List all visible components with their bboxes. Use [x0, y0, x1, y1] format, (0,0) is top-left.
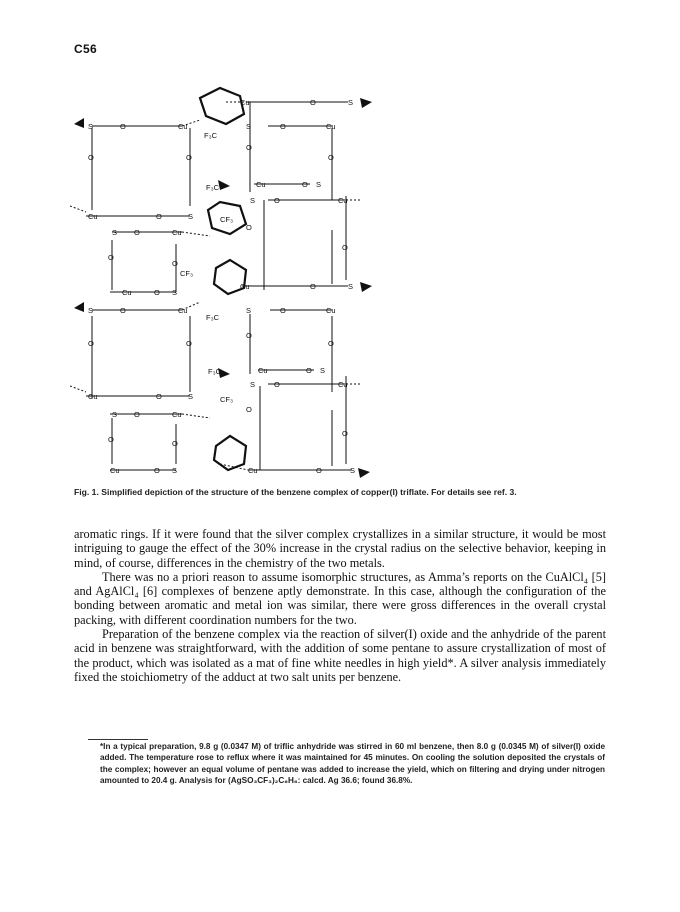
atom-o: O — [186, 153, 192, 162]
atom-s: S — [348, 282, 354, 291]
atom-o: O — [120, 122, 126, 131]
atom-o: O — [310, 282, 316, 291]
label-f3c: F₃C — [208, 367, 222, 376]
atom-o: O — [246, 331, 252, 340]
paragraph: aromatic rings. If it were found that the silver complex crystallizes in a similar structure, it would be most intriguing to gauge the effect of the 30% increase in the crystal radius on the selective behavior, keeping in mind, of course, differences in the chemistry of the two metals. — [74, 527, 606, 570]
atom-cu: Cu — [122, 288, 132, 297]
atom-o: O — [156, 212, 162, 221]
atom-o: O — [302, 180, 308, 189]
body-text — [74, 527, 606, 684]
atom-o: O — [274, 380, 280, 389]
atom-cu: Cu — [88, 392, 98, 401]
atom-cu: Cu — [110, 466, 120, 475]
atom-s: S — [320, 366, 326, 375]
atom-s: S — [112, 410, 118, 419]
structure-figure — [70, 80, 390, 480]
footnote-divider — [88, 739, 148, 740]
atom-cu: Cu — [178, 306, 188, 315]
atom-cu: Cu — [172, 410, 182, 419]
atom-o: O — [154, 288, 160, 297]
atom-o: O — [316, 466, 322, 475]
label-f3c: F₃C — [206, 313, 220, 322]
atom-o: O — [246, 405, 252, 414]
atom-s: S — [246, 306, 252, 315]
atom-o: O — [280, 122, 286, 131]
atom-cu: Cu — [326, 122, 336, 131]
atom-o: O — [186, 339, 192, 348]
atom-s: S — [348, 98, 354, 107]
atom-o: O — [274, 196, 280, 205]
label-f3c: F₃C — [204, 131, 218, 140]
label-f3c: F₃C — [206, 183, 220, 192]
atom-o: O — [280, 306, 286, 315]
atom-o: O — [310, 98, 316, 107]
atom-cu: Cu — [240, 98, 250, 107]
atom-s: S — [250, 196, 256, 205]
atom-cu: Cu — [172, 228, 182, 237]
atom-o: O — [172, 259, 178, 268]
atom-o: O — [342, 243, 348, 252]
atom-o: O — [156, 392, 162, 401]
atom-o: O — [154, 466, 160, 475]
atom-s: S — [88, 306, 94, 315]
atom-cu: Cu — [240, 282, 250, 291]
atom-s: S — [246, 122, 252, 131]
atom-s: S — [188, 392, 194, 401]
atom-cu: Cu — [338, 380, 348, 389]
atom-s: S — [172, 466, 178, 475]
atom-cu: Cu — [88, 212, 98, 221]
figure-caption: Fig. 1. Simplified depiction of the structure of the benzene complex of copper(I) triflate. For details see ref. 3. — [74, 487, 517, 497]
atom-o: O — [328, 339, 334, 348]
atom-o: O — [246, 223, 252, 232]
label-cf3: CF₃ — [220, 215, 234, 224]
atom-s: S — [250, 380, 256, 389]
atom-s: S — [188, 212, 194, 221]
label-cf3: CF₃ — [180, 269, 194, 278]
atom-o: O — [172, 439, 178, 448]
label-cf3: CF₃ — [220, 395, 234, 404]
atom-o: O — [342, 429, 348, 438]
footnote: *In a typical preparation, 9.8 g (0.0347 M) of triflic anhydride was stirred in 60 ml benzene, then 8.0 g (0.0345 M) of silver(I) oxide added. The temperature rose to reflux where it was maintained for 45 minutes. On cooling the solution deposited the crystals of the complex; however an equal volume of pentane was added to increase the yield, which on filtering and drying under nitrogen amounted to 20.4 g. Analysis for (AgSO₃CF₃)₂C₆H₆: calcd. Ag 36.6; found 36.8%. — [100, 742, 605, 785]
atom-o: O — [134, 228, 140, 237]
atom-cu: Cu — [338, 196, 348, 205]
atom-s: S — [350, 466, 356, 475]
atom-cu: Cu — [258, 366, 268, 375]
atom-cu: Cu — [178, 122, 188, 131]
atom-o: O — [108, 435, 114, 444]
atom-o: O — [328, 153, 334, 162]
atom-s: S — [172, 288, 178, 297]
atom-o: O — [88, 153, 94, 162]
atom-s: S — [316, 180, 322, 189]
atom-o: O — [88, 339, 94, 348]
atom-s: S — [88, 122, 94, 131]
atom-cu: Cu — [248, 466, 258, 475]
atom-o: O — [120, 306, 126, 315]
atom-cu: Cu — [256, 180, 266, 189]
paragraph: There was no a priori reason to assume isomorphic structures, as Amma’s reports on the CuAlCl₄ [5] and AgAlCl₄ [6] complexes of benzene aptly demonstrate. In this case, although the configuration of the bonding between aromatic and metal ion was similar, there were gross differences in the overall crystal packing, with different coordination numbers for the two. — [74, 569, 606, 627]
atom-cu: Cu — [326, 306, 336, 315]
atom-o: O — [306, 366, 312, 375]
atom-o: O — [134, 410, 140, 419]
atom-o: O — [246, 143, 252, 152]
page-number: C56 — [74, 42, 97, 56]
atom-o: O — [108, 253, 114, 262]
atom-s: S — [112, 228, 118, 237]
paragraph: Preparation of the benzene complex via the reaction of silver(I) oxide and the anhydride of the parent acid in benzene was straightforward, with the addition of some pentane to assure crystallization of most of the product, which was isolated as a mat of fine white needles in high yield*. A silver analysis immediately fixed the stoichiometry of the adduct at two salt units per benzene. — [74, 627, 606, 684]
